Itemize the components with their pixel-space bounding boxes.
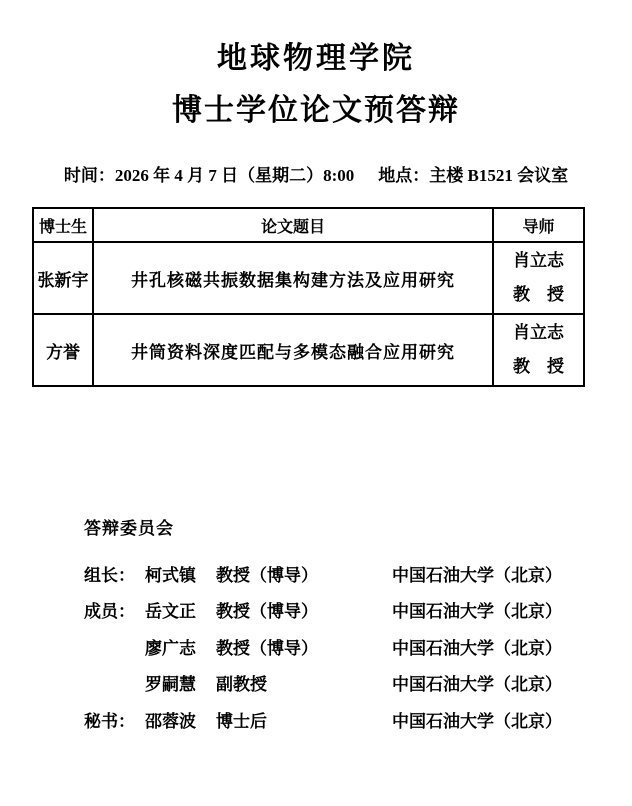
table-header-row xyxy=(33,208,584,242)
advisor-cell xyxy=(493,242,584,314)
committee-member-row xyxy=(84,665,602,702)
committee-member-affiliation: 中国石油大学（北京） xyxy=(392,638,562,658)
committee-heading: 答辩委员会 xyxy=(84,519,174,538)
column-header-advisor: 导师 xyxy=(493,208,584,242)
time-label: 时间： xyxy=(63,166,115,185)
committee-role: 成员： xyxy=(84,602,135,622)
committee-member-name: 邵蓉波 xyxy=(145,711,196,731)
document-title-line2: 博士学位论文预答辩 xyxy=(172,94,460,127)
defense-schedule-table xyxy=(32,207,585,387)
committee-role: 秘书： xyxy=(84,711,135,731)
committee-member-row xyxy=(84,628,602,665)
time-value: 2026 年 4 月 7 日（星期二）8:00 xyxy=(114,166,355,185)
committee-member-row xyxy=(84,555,602,592)
document-title-line1: 地球物理学院 xyxy=(217,42,415,75)
advisor-title: 教 授 xyxy=(513,285,564,304)
committee-member-title: 博士后 xyxy=(216,711,267,731)
table-row xyxy=(33,314,584,386)
advisor-name: 肖立志 xyxy=(513,323,564,342)
committee-member-name: 柯式镇 xyxy=(145,565,196,585)
committee-member-row xyxy=(84,701,602,738)
committee-member-affiliation: 中国石油大学（北京） xyxy=(392,711,562,731)
committee-member-title: 副教授 xyxy=(216,675,267,695)
committee-member-name: 岳文正 xyxy=(145,602,196,622)
committee-member-name: 廖广志 xyxy=(145,638,196,658)
committee-role: 组长： xyxy=(84,565,135,585)
location-label: 地点： xyxy=(378,166,430,185)
committee-member-title: 教授（博导） xyxy=(216,638,318,658)
column-header-student: 博士生 xyxy=(33,208,93,242)
advisor-title: 教 授 xyxy=(513,357,564,376)
committee-member-title: 教授（博导） xyxy=(216,565,318,585)
committee-section xyxy=(84,519,602,738)
table-row xyxy=(33,242,584,314)
committee-member-row xyxy=(84,592,602,629)
committee-member-affiliation: 中国石油大学（北京） xyxy=(392,565,562,585)
student-name: 方誉 xyxy=(33,314,93,386)
committee-member-name: 罗嗣慧 xyxy=(145,675,196,695)
time-location-line xyxy=(0,166,632,186)
advisor-cell xyxy=(493,314,584,386)
thesis-title: 井筒资料深度匹配与多模态融合应用研究 xyxy=(93,314,493,386)
committee-member-affiliation: 中国石油大学（北京） xyxy=(392,675,562,695)
column-header-thesis-title: 论文题目 xyxy=(93,208,493,242)
thesis-title: 井孔核磁共振数据集构建方法及应用研究 xyxy=(93,242,493,314)
advisor-name: 肖立志 xyxy=(513,251,564,270)
committee-member-title: 教授（博导） xyxy=(216,602,318,622)
location-value: 主楼 B1521 会议室 xyxy=(429,166,569,185)
committee-member-affiliation: 中国石油大学（北京） xyxy=(392,602,562,622)
student-name: 张新宇 xyxy=(33,242,93,314)
